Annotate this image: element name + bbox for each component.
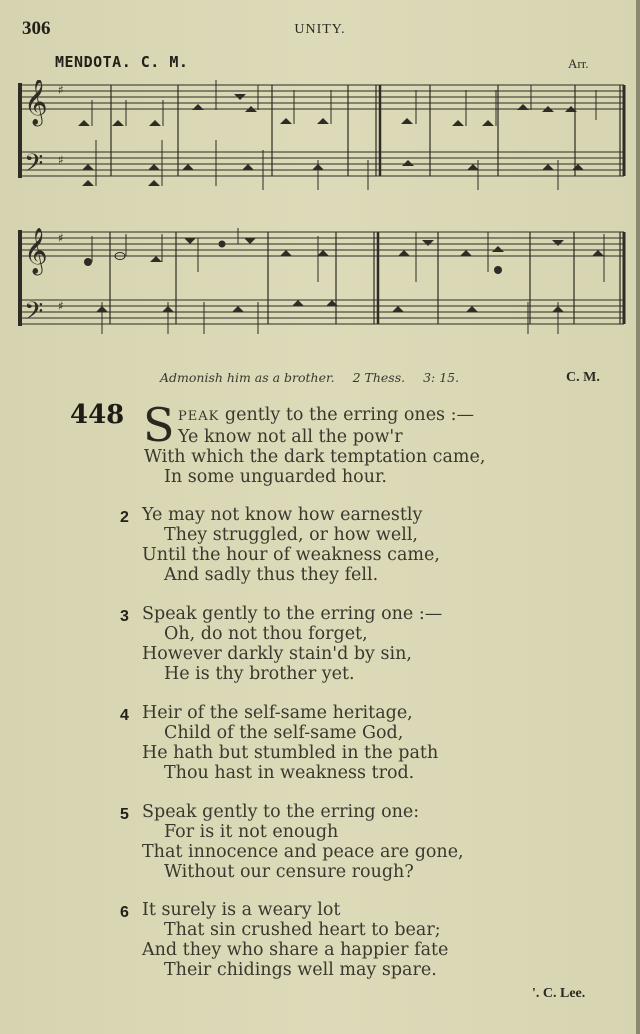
sheet-music-icon [18, 80, 628, 210]
stanza-line: Speak gently to the erring one: [142, 802, 420, 822]
stanza-6 [120, 900, 580, 980]
svg-text:𝄢: 𝄢 [24, 297, 44, 332]
stanza-5 [120, 802, 580, 882]
scripture-verse: 3: 15. [423, 370, 460, 385]
page-number: 306 [22, 18, 51, 39]
stanza-line: It surely is a weary lot [142, 900, 341, 920]
stanza-line: He hath but stumbled in the path [142, 743, 439, 763]
stanza-line: They struggled, or how well, [164, 525, 418, 545]
stanza-line: That sin crushed heart to bear; [164, 920, 441, 940]
scripture-text: Admonish him as a brother. [160, 370, 335, 385]
stanza-line: Child of the self-same God, [164, 723, 404, 743]
stanza-line: Ye may not know how earnestly [142, 505, 423, 525]
arranger-credit: Arr. [568, 56, 589, 71]
music-system-1 [18, 80, 628, 210]
stanza-line: For is it not enough [164, 822, 339, 842]
stanza-3 [120, 604, 580, 684]
svg-text:𝄢: 𝄢 [24, 149, 44, 184]
stanza-line: With which the dark temptation came, [144, 447, 486, 467]
stanza-line [120, 405, 580, 427]
svg-text:♯: ♯ [58, 153, 64, 167]
stanza-line: In some unguarded hour. [164, 467, 387, 487]
stanza-number: 6 [120, 904, 129, 921]
tune-name: MENDOTA. C. M. [55, 53, 189, 71]
stanza-1 [120, 398, 580, 487]
stanza-number: 2 [120, 509, 129, 526]
music-system-2 [18, 222, 628, 342]
stanza-line: However darkly stain'd by sin, [142, 644, 412, 664]
svg-text:♯: ♯ [58, 231, 64, 245]
stanza-number: 5 [120, 806, 129, 823]
scripture-reference [160, 370, 459, 385]
sheet-music-icon [18, 222, 628, 342]
stanza-line: Oh, do not thou forget, [164, 624, 368, 644]
first-word-rest: PEAK [178, 409, 220, 424]
drop-cap: S [143, 398, 175, 452]
stanza-line: And they who share a happier fate [142, 940, 449, 960]
stanza-line: He is thy brother yet. [164, 664, 355, 684]
stanza-line: That innocence and peace are gone, [142, 842, 464, 862]
hymn-number: 448 [70, 400, 125, 430]
page-edge [636, 0, 640, 1034]
hymn-meter: C. M. [566, 370, 600, 385]
stanza-number: 3 [120, 608, 129, 625]
stanza-line: Ye know not all the pow'r [178, 427, 403, 447]
stanza-line: Without our censure rough? [164, 862, 414, 882]
stanza-number: 4 [120, 707, 129, 724]
svg-text:♯: ♯ [58, 83, 64, 97]
stanza-line: Speak gently to the erring one :— [142, 604, 443, 624]
author-credit: '. C. Lee. [532, 986, 586, 1001]
svg-text:♯: ♯ [58, 299, 64, 313]
stanza-line: Thou hast in weakness trod. [164, 763, 415, 783]
stanza-4 [120, 703, 580, 783]
stanza-line: Heir of the self-same heritage, [142, 703, 413, 723]
stanza-2 [120, 505, 580, 585]
line-text: gently to the erring ones :— [219, 405, 474, 425]
svg-text:𝄞: 𝄞 [24, 80, 48, 125]
stanza-line: And sadly thus they fell. [164, 565, 379, 585]
running-head: UNITY. [294, 22, 346, 37]
stanza-line: Their chidings well may spare. [164, 960, 437, 980]
scripture-book: 2 Thess. [352, 370, 406, 385]
stanza-line: Until the hour of weakness came, [142, 545, 440, 565]
svg-text:𝄞: 𝄞 [24, 228, 48, 274]
